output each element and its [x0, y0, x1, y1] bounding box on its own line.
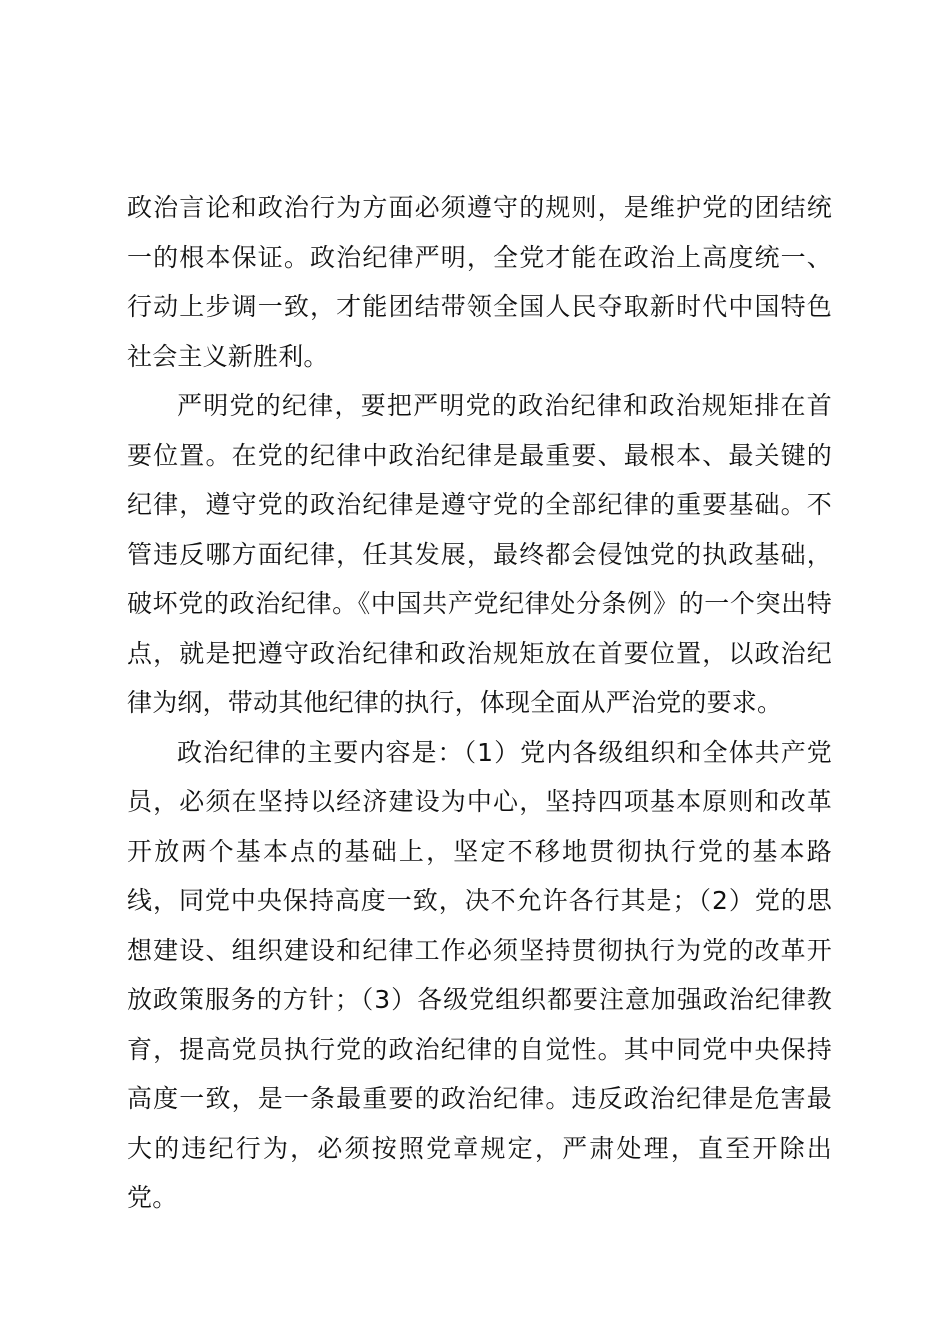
document-body: [127, 183, 832, 1223]
paragraph-strict-discipline: 严明党的纪律，要把严明党的政治纪律和政治规矩排在首要位置。在党的纪律中政治纪律是最重要、最根本、最关键的纪律，遵守党的政治纪律是遵守党的全部纪律的重要基础。不管违反哪方面纪律，任其发展，最终都会侵蚀党的执政基础，破坏党的政治纪律。《中国共产党纪律处分条例》的一个突出特点，就是把遵守政治纪律和政治规矩放在首要位置，以政治纪律为纲，带动其他纪律的执行，体现全面从严治党的要求。: [127, 391, 832, 717]
paragraph-continuation: 政治言论和政治行为方面必须遵守的规则，是维护党的团结统一的根本保证。政治纪律严明，全党才能在政治上高度统一、行动上步调一致，才能团结带领全国人民夺取新时代中国特色社会主义新胜利。: [127, 193, 832, 371]
paragraph-main-content: 政治纪律的主要内容是：（1）党内各级组织和全体共产党员，必须在坚持以经济建设为中心，坚持四项基本原则和改革开放两个基本点的基础上，坚定不移地贯彻执行党的基本路线，同党中央保持高度一致，决不允许各行其是；（2）党的思想建设、组织建设和纪律工作必须坚持贯彻执行为党的改革开放政策服务的方针；（3）各级党组织都要注意加强政治纪律教育，提高党员执行党的政治纪律的自觉性。其中同党中央保持高度一致，是一条最重要的政治纪律。违反政治纪律是危害最大的违纪行为，必须按照党章规定，严肃处理，直至开除出党。: [127, 737, 832, 1212]
